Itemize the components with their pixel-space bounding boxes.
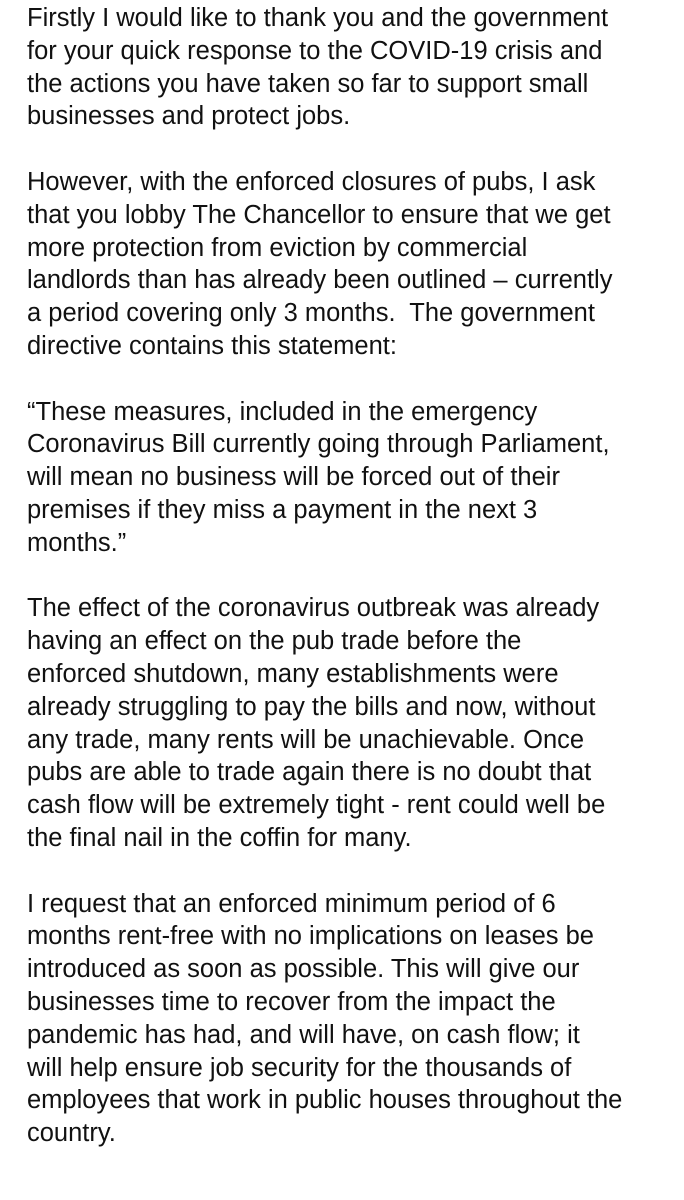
text-line: will help ensure job security for the thousands of	[27, 1053, 572, 1082]
text-line: “These measures, included in the emergency	[27, 397, 538, 426]
text-line: Coronavirus Bill currently going through Parliament,	[27, 430, 610, 459]
text-line: a period covering only 3 months. The government	[27, 299, 595, 328]
text-line: I request that an enforced minimum period of 6	[27, 889, 556, 918]
text-line: months.”	[27, 528, 127, 557]
text-line: businesses and protect jobs.	[27, 102, 351, 131]
text-line: directive contains this statement:	[27, 331, 397, 360]
text-line: introduced as soon as possible. This will give our	[27, 955, 580, 984]
text-line: having an effect on the pub trade before the	[27, 627, 522, 656]
paragraph-quotation	[27, 396, 674, 560]
text-line: Firstly I would like to thank you and the government	[27, 4, 609, 32]
text-line: enforced shutdown, many establishments were	[27, 659, 559, 688]
text-line: landlords than has already been outlined – currently	[27, 266, 613, 295]
text-line: the final nail in the coffin for many.	[27, 823, 412, 852]
text-line: The effect of the coronavirus outbreak was already	[27, 594, 600, 623]
text-line: pandemic has had, and will have, on cash flow; it	[27, 1020, 580, 1049]
text-line: pubs are able to trade again there is no doubt that	[27, 758, 592, 787]
text-line: already struggling to pay the bills and now, without	[27, 692, 596, 721]
text-line: cash flow will be extremely tight - rent could well be	[27, 791, 606, 820]
text-line: businesses time to recover from the impact the	[27, 987, 556, 1016]
text-line: premises if they miss a payment in the next 3	[27, 495, 538, 524]
text-line: However, with the enforced closures of pubs, I ask	[27, 167, 596, 196]
paragraph-effect	[27, 592, 674, 854]
text-line: that you lobby The Chancellor to ensure that we get	[27, 200, 611, 229]
paragraph-thanks	[27, 2, 674, 133]
text-line: country.	[27, 1119, 116, 1148]
text-line: any trade, many rents will be unachievable. Once	[27, 725, 585, 754]
paragraph-request-lobby	[27, 166, 674, 363]
text-line: more protection from eviction by commercial	[27, 233, 528, 262]
paragraph-rent-free-request	[27, 888, 674, 1150]
text-line: months rent-free with no implications on leases be	[27, 922, 594, 951]
text-line: will mean no business will be forced out of their	[27, 463, 560, 492]
text-line: for your quick response to the COVID-19 crisis and	[27, 36, 603, 65]
text-line: the actions you have taken so far to support small	[27, 69, 589, 98]
text-line: employees that work in public houses throughout the	[27, 1086, 623, 1115]
